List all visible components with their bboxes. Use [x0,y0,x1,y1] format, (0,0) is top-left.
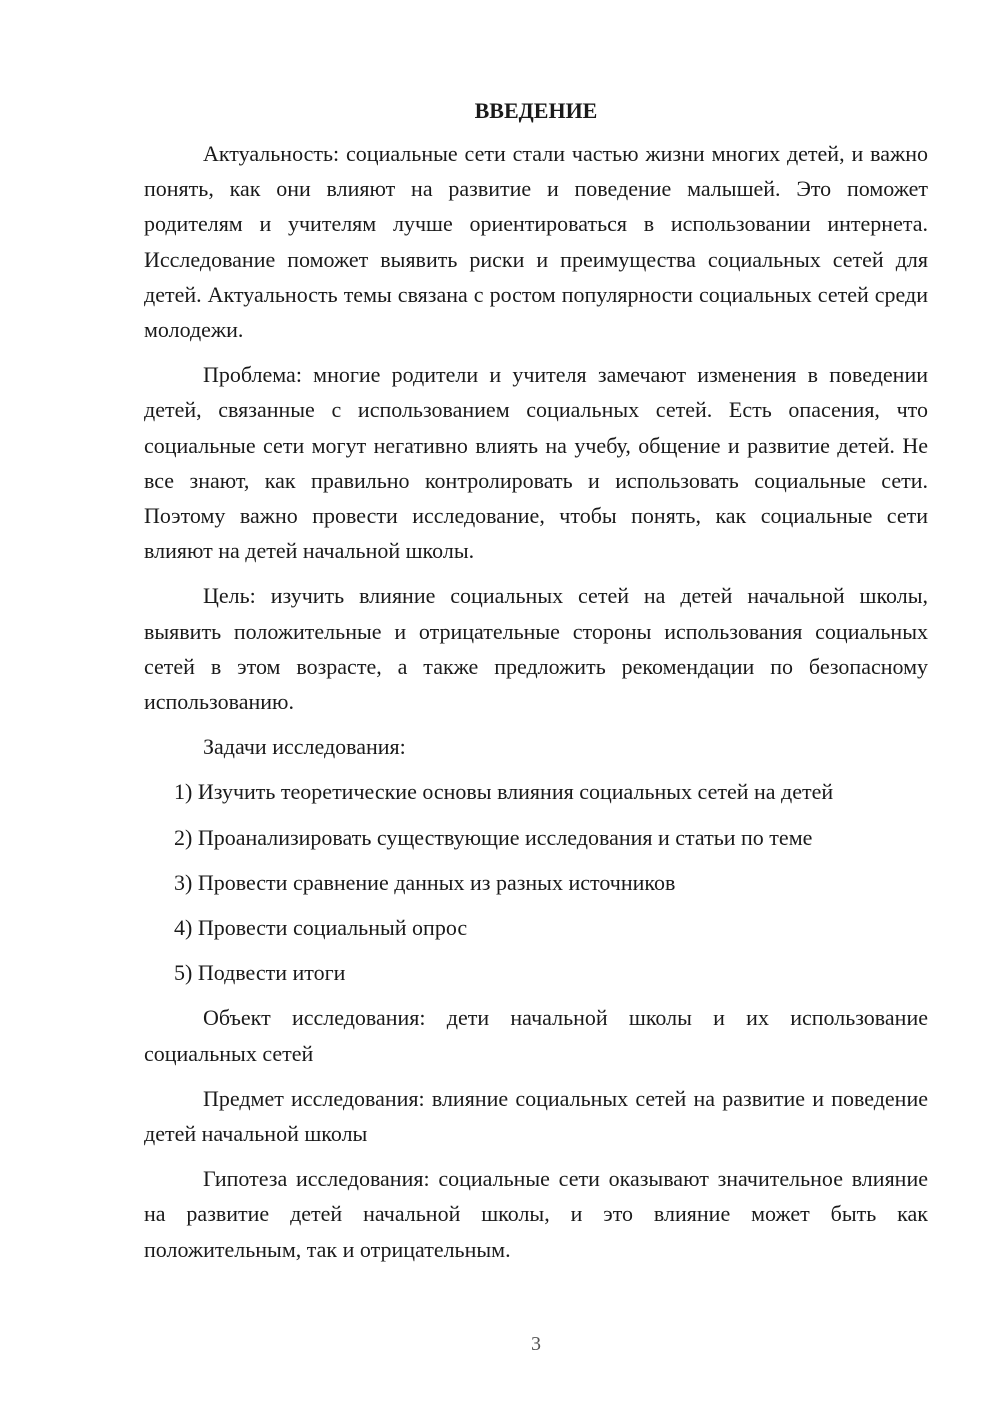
problem-paragraph: Проблема: многие родители и учителя замечают изменения в поведении детей, связанные с использованием социальных сетей. Есть опасения, что социальные сети могут негативно влиять на учебу, общение и развитие детей. Не все знают, как правильно контролировать и использовать социальные сети. Поэтому важно провести исследование, чтобы понять, как социальные сети влияют на детей начальной школы. [144,362,928,564]
relevance-paragraph: Актуальность: социальные сети стали частью жизни многих детей, и важно понять, как они влияют на развитие и поведение малышей. Это поможет родителям и учителям лучше ориентироваться в использовании интернета. Исследование поможет выявить риски и преимущества социальных сетей для детей. Актуальность темы связана с ростом популярности социальных сетей среди молодежи. [144,141,928,343]
task-item: 3) Провести сравнение данных из разных источников [174,869,676,895]
task-item: 1) Изучить теоретические основы влияния социальных сетей на детей [174,779,834,805]
hypothesis-paragraph: Гипотеза исследования: социальные сети оказывают значительное влияние на развитие детей начальной школы, и это влияние может быть как положительным, так и отрицательным. [144,1166,928,1262]
task-item: 2) Проанализировать существующие исследования и статьи по теме [174,824,813,850]
task-item: 4) Провести социальный опрос [174,915,468,941]
goal-paragraph: Цель: изучить влияние социальных сетей на детей начальной школы, выявить положительные и отрицательные стороны использования социальных сетей в этом возрасте, а также предложить рекомендации по безопасному использованию. [144,583,928,715]
document-page [144,96,928,1277]
page-title: ВВЕДЕНИЕ [474,98,598,123]
object-paragraph: Объект исследования: дети начальной школы и их использование социальных сетей [144,1005,928,1066]
page-number: 3 [531,1333,541,1355]
task-list [144,774,928,990]
tasks-heading: Задачи исследования: [203,734,406,760]
task-item: 5) Подвести итоги [174,960,346,986]
subject-paragraph: Предмет исследования: влияние социальных сетей на развитие и поведение детей начальной школы [144,1085,928,1147]
